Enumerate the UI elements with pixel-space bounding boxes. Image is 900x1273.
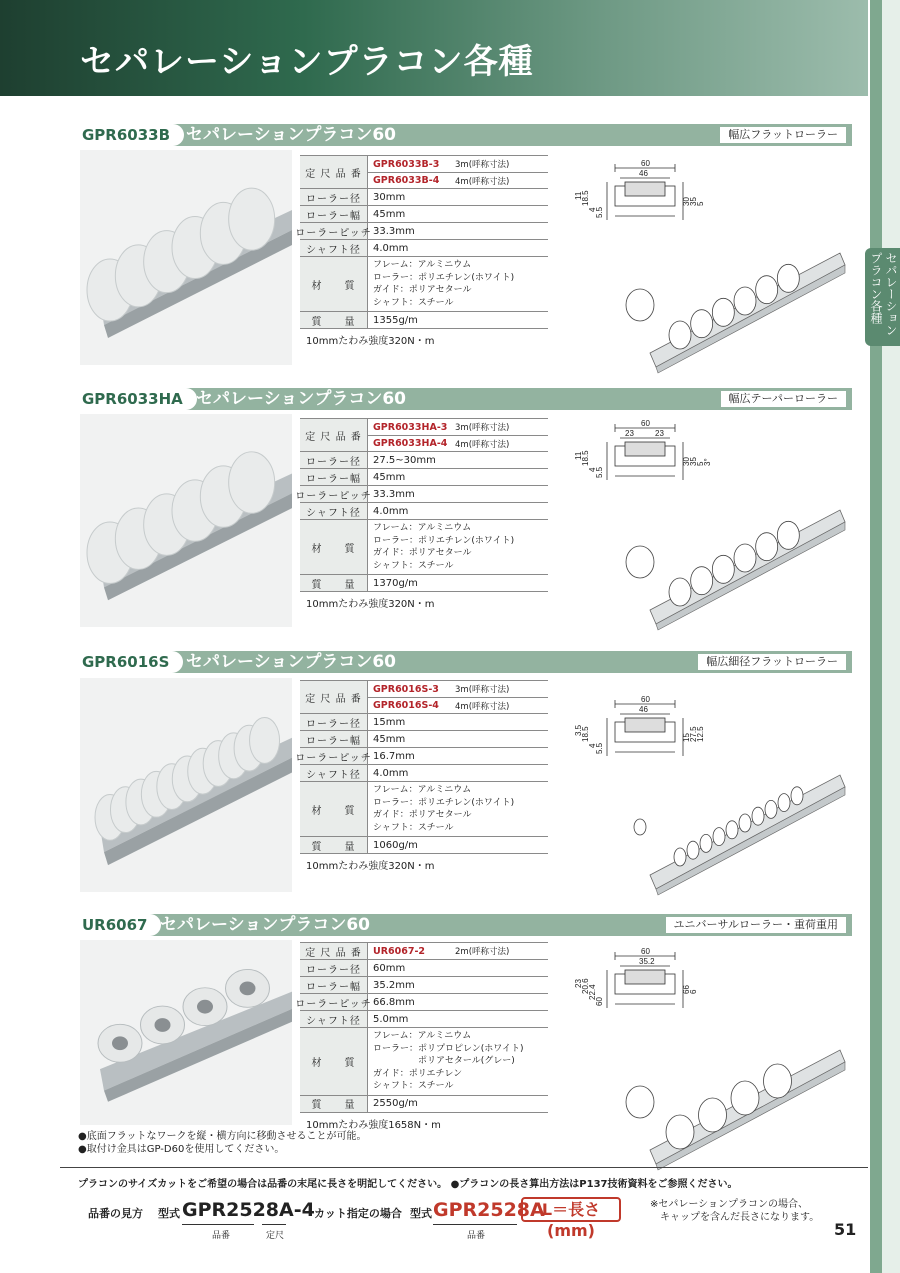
cut-spec-label: カット指定の場合 — [314, 1207, 402, 1220]
section-name: セパレーションプラコン60 — [186, 125, 396, 145]
section-code: GPR6033B — [78, 124, 184, 146]
spec-label: ローラー径 — [300, 960, 368, 976]
section-code: UR6067 — [78, 914, 161, 936]
svg-text:18.5: 18.5 — [581, 726, 590, 742]
model-number: GPR6016S-3 — [373, 683, 439, 695]
material-line: フレーム：アルミニウム — [373, 785, 472, 795]
material-line: ローラー：ポリエチレン(ホワイト) — [373, 272, 515, 283]
model-size: 3m(呼称寸法) — [455, 685, 510, 695]
footnote — [650, 1198, 819, 1224]
cut-hinban-sublabel: 品番 — [467, 1231, 486, 1241]
cut-hinban-underline — [433, 1224, 517, 1225]
spec-label: 質 量 — [300, 1096, 368, 1112]
svg-text:6: 6 — [689, 989, 698, 994]
product-photo — [80, 414, 292, 627]
spec-label: 材 質 — [300, 1028, 368, 1095]
section-bar — [78, 124, 852, 146]
spec-value — [368, 782, 548, 836]
perspective-drawing — [610, 765, 850, 895]
side-strip-light — [882, 0, 900, 1273]
section-name: セパレーションプラコン60 — [196, 389, 406, 409]
svg-text:3.5: 3.5 — [574, 724, 583, 736]
spec-value — [368, 1028, 548, 1095]
model-number: GPR6033B-4 — [373, 175, 440, 186]
spec-value: 16.7mm — [373, 750, 415, 762]
spec-value: 1060g/m — [373, 839, 418, 851]
spec-value — [368, 257, 548, 311]
spec-row-roller-diameter — [300, 714, 548, 731]
spec-label: シャフト径 — [300, 503, 368, 519]
material-line: ガイド：ポリアセタール — [373, 810, 472, 820]
spec-label: 定 尺 品 番 — [300, 419, 368, 451]
spec-label: ローラー径 — [300, 714, 368, 730]
spec-value: 5.0mm — [373, 1013, 409, 1025]
spec-label: ローラー幅 — [300, 469, 368, 485]
spec-label: ローラーピッチ — [300, 486, 368, 502]
svg-text:12.5: 12.5 — [696, 726, 705, 742]
svg-text:27.5: 27.5 — [689, 726, 698, 742]
section-bar — [78, 914, 852, 936]
material-line: シャフト：スチール — [373, 560, 454, 571]
spec-value: 1355g/m — [373, 314, 418, 326]
spec-label: ローラー径 — [300, 189, 368, 205]
spec-value: 15mm — [373, 716, 406, 728]
spec-row-roller-pitch — [295, 223, 548, 240]
model-size: 4m(呼称寸法) — [455, 176, 510, 187]
svg-text:66: 66 — [682, 985, 691, 994]
model-row — [368, 697, 548, 713]
spec-label: ローラー径 — [300, 452, 368, 468]
spec-label: 材 質 — [300, 520, 368, 574]
spec-row-material — [300, 1028, 548, 1096]
section-code: GPR6016S — [78, 651, 183, 673]
model-size: 3m(呼称寸法) — [455, 160, 510, 170]
material-line: ローラー：ポリエチレン(ホワイト) — [373, 797, 515, 808]
spec-label: 材 質 — [300, 257, 368, 311]
spec-row-shaft-diameter — [300, 1011, 548, 1028]
type-label-2: 型式 — [410, 1207, 432, 1220]
svg-text:30: 30 — [682, 197, 691, 206]
spec-table — [295, 418, 548, 613]
material-line: ガイド：ポリアセタール — [373, 548, 472, 558]
section-tag: 幅広細径フラットローラー — [698, 654, 846, 670]
model-number: GPR6033HA-4 — [373, 438, 448, 449]
cross-section-drawing — [575, 160, 710, 240]
spec-value — [368, 681, 548, 713]
cross-section-drawing — [575, 420, 710, 500]
bullet-note: ●取付け金具はGP-D60を使用してください。 — [78, 1144, 285, 1155]
svg-text:5.5: 5.5 — [595, 206, 604, 218]
spec-label: 定 尺 品 番 — [300, 156, 368, 188]
footer-note: プラコンのサイズカットをご希望の場合は品番の末尾に長さを明記してください。 ●プラコンの長さ算出方法はP137技術資料をご参照ください。 — [78, 1179, 738, 1190]
section-tag: 幅広テーパーローラー — [721, 391, 846, 407]
spec-row-shaft-diameter — [300, 765, 548, 782]
spec-value — [368, 520, 548, 574]
teishaku-sublabel: 定尺 — [266, 1231, 285, 1241]
model-row — [373, 943, 543, 959]
svg-text:46: 46 — [639, 169, 648, 178]
spec-row-mass — [300, 837, 548, 854]
spec-label: 質 量 — [300, 312, 368, 328]
product-photo — [80, 150, 292, 365]
svg-text:4: 4 — [588, 743, 597, 748]
spec-row-models — [300, 155, 548, 189]
side-tab-label: セパレーション プラコン各種 — [869, 252, 898, 336]
spec-row-shaft-diameter — [300, 503, 548, 520]
spec-value: 45mm — [373, 208, 406, 220]
spec-value: 4.0mm — [373, 505, 409, 517]
deflection-note: 10mmたわみ強度320N・m — [306, 861, 435, 872]
spec-row-shaft-diameter — [300, 240, 548, 257]
spec-row-material — [300, 520, 548, 575]
spec-table — [295, 680, 548, 875]
svg-text:5.5: 5.5 — [595, 742, 604, 754]
footer-divider — [60, 1167, 868, 1168]
section-tag: 幅広フラットローラー — [720, 127, 846, 143]
spec-row-mass — [300, 1096, 548, 1113]
spec-row-roller-width — [300, 977, 548, 994]
spec-label: 材 質 — [300, 782, 368, 836]
material-line: フレーム：アルミニウム — [373, 260, 472, 270]
section-name: セパレーションプラコン60 — [186, 652, 396, 672]
spec-value: 27.5~30mm — [373, 454, 436, 466]
svg-text:5: 5 — [696, 201, 705, 206]
spec-value: 30mm — [373, 191, 406, 203]
model-size: 4m(呼称寸法) — [455, 439, 510, 450]
spec-label: 定 尺 品 番 — [300, 681, 368, 713]
material-line: シャフト：スチール — [373, 1081, 454, 1091]
spec-table — [295, 155, 548, 350]
svg-text:11: 11 — [574, 191, 583, 200]
svg-text:23: 23 — [625, 429, 634, 438]
spec-value: 35.2mm — [373, 979, 415, 991]
spec-label: 定 尺 品 番 — [300, 943, 368, 959]
model-row — [373, 419, 543, 435]
svg-text:60: 60 — [595, 997, 604, 1006]
spec-label: シャフト径 — [300, 1011, 368, 1027]
spec-label: ローラー幅 — [300, 977, 368, 993]
spec-value — [368, 943, 548, 959]
hinban-sublabel: 品番 — [212, 1231, 231, 1241]
product-photo — [80, 940, 292, 1125]
material-line: フレーム：アルミニウム — [373, 523, 472, 533]
model-row — [368, 435, 548, 451]
material-line: シャフト：スチール — [373, 822, 454, 833]
spec-value: 60mm — [373, 962, 406, 974]
spec-label: ローラーピッチ — [300, 748, 368, 764]
spec-row-roller-pitch — [295, 486, 548, 503]
svg-text:60: 60 — [641, 695, 650, 704]
spec-value: 2550g/m — [373, 1098, 418, 1109]
svg-text:3°: 3° — [703, 458, 712, 466]
spec-row-models — [300, 942, 548, 960]
material-line: ガイド：ポリエチレン — [373, 1068, 463, 1079]
spec-value: 45mm — [373, 471, 406, 483]
example-model: GPR2528A-4 — [182, 1199, 315, 1221]
svg-text:18.5: 18.5 — [581, 190, 590, 206]
spec-row-roller-width — [300, 469, 548, 486]
svg-text:35: 35 — [689, 457, 698, 466]
spec-value — [368, 156, 548, 188]
section-code: GPR6033HA — [78, 388, 197, 410]
material-line: ローラー：ポリエチレン(ホワイト) — [373, 535, 515, 546]
section-bar — [78, 388, 852, 410]
spec-label: ローラー幅 — [300, 731, 368, 747]
svg-text:35: 35 — [689, 197, 698, 206]
material-line: ポリアセタール(グレー) — [373, 1056, 515, 1066]
spec-value: 66.8mm — [373, 996, 415, 1008]
material-line: フレーム：アルミニウム — [373, 1031, 472, 1041]
material-line: ガイド：ポリアセタール — [373, 285, 472, 295]
type-label: 型式 — [158, 1207, 180, 1220]
page-number: 51 — [834, 1220, 857, 1239]
svg-text:15: 15 — [682, 733, 691, 742]
spec-value: 1370g/m — [373, 577, 418, 589]
svg-text:23: 23 — [655, 429, 664, 438]
footnote-line: ※セパレーションプラコンの場合、 — [650, 1199, 808, 1210]
footnote-line: キャップを含んだ長さになります。 — [650, 1212, 820, 1223]
section-name: セパレーションプラコン60 — [160, 915, 370, 935]
svg-text:20.6: 20.6 — [581, 978, 590, 994]
model-row — [368, 172, 548, 188]
section-bar — [78, 651, 852, 673]
spec-row-mass — [300, 312, 548, 329]
svg-text:5: 5 — [696, 461, 705, 466]
section-tag: ユニバーサルローラー・重荷重用 — [666, 917, 846, 933]
perspective-drawing — [610, 243, 850, 373]
spec-label: ローラーピッチ — [300, 994, 368, 1010]
svg-text:60: 60 — [641, 947, 650, 956]
svg-text:30: 30 — [682, 457, 691, 466]
spec-row-roller-pitch — [295, 994, 548, 1011]
hinban-underline — [182, 1224, 254, 1225]
side-strip — [870, 0, 882, 1273]
svg-text:23: 23 — [574, 979, 583, 988]
product-photo — [80, 678, 292, 892]
spec-value: 45mm — [373, 733, 406, 745]
spec-value: 4.0mm — [373, 242, 409, 254]
svg-text:60: 60 — [641, 159, 650, 168]
spec-row-models — [300, 418, 548, 452]
svg-text:35.2: 35.2 — [639, 957, 655, 966]
svg-text:4: 4 — [588, 207, 597, 212]
spec-row-roller-pitch — [295, 748, 548, 765]
svg-text:18.5: 18.5 — [581, 450, 590, 466]
material-line: シャフト：スチール — [373, 297, 454, 308]
model-number: GPR6033B-3 — [373, 158, 440, 170]
model-size: 4m(呼称寸法) — [455, 701, 510, 712]
svg-text:46: 46 — [639, 705, 648, 714]
material-line: ローラー：ポリプロピレン(ホワイト) — [373, 1043, 524, 1054]
spec-table — [295, 942, 548, 1134]
bullet-notes — [78, 1130, 367, 1156]
spec-value: 4.0mm — [373, 767, 409, 779]
spec-row-models — [300, 680, 548, 714]
deflection-note: 10mmたわみ強度320N・m — [306, 599, 435, 610]
svg-text:22.4: 22.4 — [588, 984, 597, 1000]
spec-label: シャフト径 — [300, 765, 368, 781]
svg-text:60: 60 — [641, 419, 650, 428]
spec-row-roller-diameter — [300, 960, 548, 977]
page-header — [0, 0, 868, 96]
model-number: GPR6016S-4 — [373, 700, 439, 711]
spec-row-roller-diameter — [300, 452, 548, 469]
spec-label: 質 量 — [300, 575, 368, 591]
model-row — [373, 681, 543, 697]
deflection-note: 10mmたわみ強度1658N・m — [306, 1119, 441, 1131]
page-title: セパレーションプラコン各種 — [80, 42, 534, 82]
perspective-drawing — [610, 500, 850, 630]
spec-value: 33.3mm — [373, 488, 415, 500]
spec-label: 質 量 — [300, 837, 368, 853]
perspective-drawing — [610, 1040, 850, 1170]
spec-row-material — [300, 782, 548, 837]
model-size: 3m(呼称寸法) — [455, 423, 510, 433]
svg-text:5.5: 5.5 — [595, 466, 604, 478]
svg-text:4: 4 — [588, 467, 597, 472]
teishaku-underline — [262, 1224, 286, 1225]
model-number: UR6067-2 — [373, 945, 426, 957]
spec-row-roller-width — [300, 206, 548, 223]
bullet-note: ●底面フラットなワークを縦・横方向に移動させることが可能。 — [78, 1131, 367, 1142]
cross-section-drawing — [575, 948, 710, 1028]
model-size: 2m(呼称寸法) — [455, 947, 510, 957]
spec-row-roller-diameter — [300, 189, 548, 206]
spec-label: シャフト径 — [300, 240, 368, 256]
cut-length-box: L＝長さ(mm) — [521, 1197, 621, 1222]
deflection-note: 10mmたわみ強度320N・m — [306, 336, 435, 347]
side-index-tab[interactable] — [865, 248, 900, 346]
spec-row-material — [300, 257, 548, 312]
svg-text:11: 11 — [574, 451, 583, 460]
cross-section-drawing — [575, 696, 710, 776]
spec-row-roller-width — [300, 731, 548, 748]
spec-label: ローラー幅 — [300, 206, 368, 222]
spec-value: 33.3mm — [373, 225, 415, 237]
cut-model: GPR2528A — [433, 1199, 545, 1221]
model-number: GPR6033HA-3 — [373, 421, 448, 433]
how-to-read-label: 品番の見方 — [88, 1207, 143, 1220]
spec-row-mass — [300, 575, 548, 592]
model-row — [373, 156, 543, 172]
spec-value — [368, 419, 548, 451]
spec-label: ローラーピッチ — [300, 223, 368, 239]
